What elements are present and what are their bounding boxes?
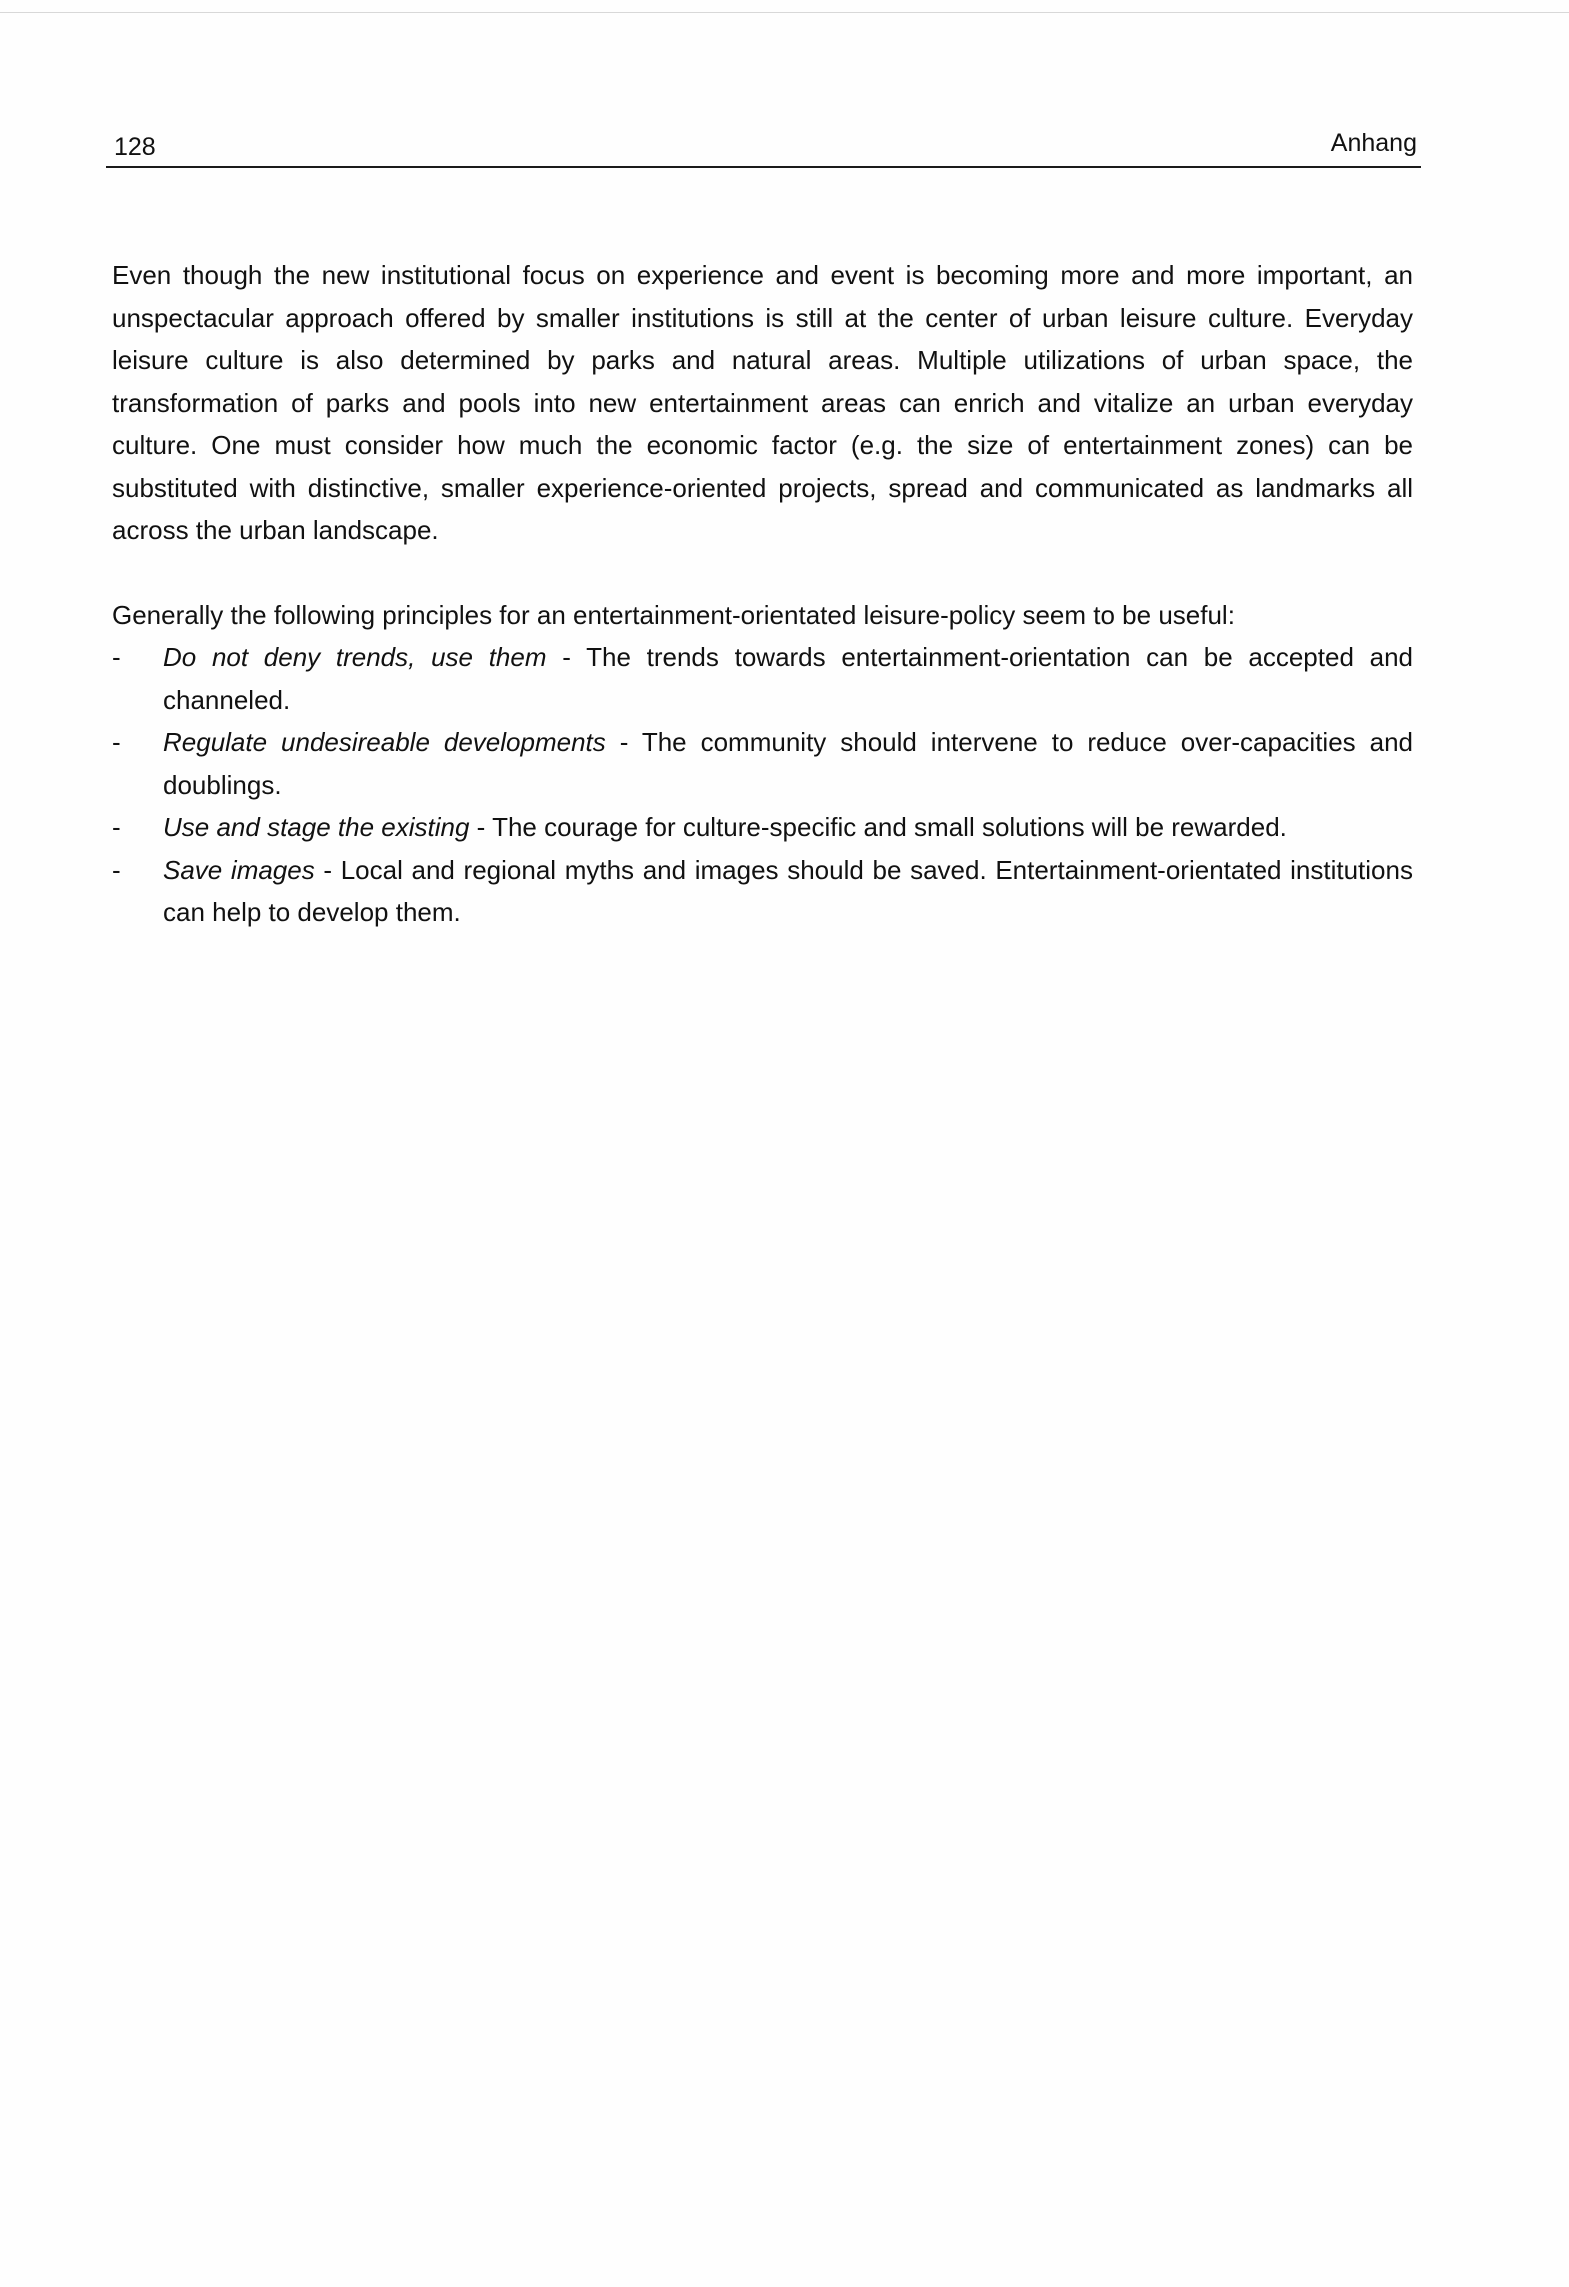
principle-separator: - xyxy=(546,642,587,672)
bullet-dash: - xyxy=(112,727,121,757)
principle-text: The trends towards entertainment-orientation can be accepted and channeled. xyxy=(163,642,1413,715)
running-head: Anhang xyxy=(1330,129,1417,157)
scan-edge-line xyxy=(0,12,1569,13)
principle-item xyxy=(112,849,1413,934)
principle-term: Save images xyxy=(163,854,315,885)
principle-item xyxy=(112,636,1413,721)
page-number: 128 xyxy=(114,133,156,161)
page-header xyxy=(106,128,1421,168)
principle-item xyxy=(112,806,1413,849)
principle-item xyxy=(112,721,1413,806)
bullet-dash: - xyxy=(112,854,121,885)
principles-list xyxy=(112,636,1413,934)
principle-term: Regulate undesireable developments xyxy=(163,727,606,757)
principle-text: The courage for culture-specific and small solutions will be rewarded. xyxy=(492,812,1287,842)
paragraph: Even though the new institutional focus on experience and event is becoming more and more important, an unspectacular approach offered by smaller institutions is still at the center of urban leisure culture. Everyday leisure culture is also determined by parks and natural areas. Multiple utilizations of urban space, the transformation of parks and pools into new entertainment areas can enrich and vitalize an urban everyday culture. One must consider how much the economic factor (e.g. the size of entertainment zones) can be substituted with distinctive, smaller experience-oriented projects, spread and communicated as landmarks all across the urban landscape. xyxy=(112,260,1413,545)
principle-separator: - xyxy=(469,812,493,842)
principle-text: The community should intervene to reduce over-capacities and doublings. xyxy=(163,727,1413,800)
bullet-dash: - xyxy=(112,812,121,842)
principles-intro: Generally the following principles for an entertainment-orientated leisure-policy seem to be useful: xyxy=(112,599,1235,630)
principle-text: Local and regional myths and images should be saved. Entertainment-orientated institutions can help to develop them. xyxy=(163,854,1413,927)
body-text xyxy=(112,254,1413,934)
principle-term: Do not deny trends, use them xyxy=(163,642,547,672)
principle-separator: - xyxy=(314,854,341,885)
bullet-dash: - xyxy=(112,642,121,672)
principle-separator: - xyxy=(605,727,642,757)
principle-term: Use and stage the existing xyxy=(163,812,470,842)
